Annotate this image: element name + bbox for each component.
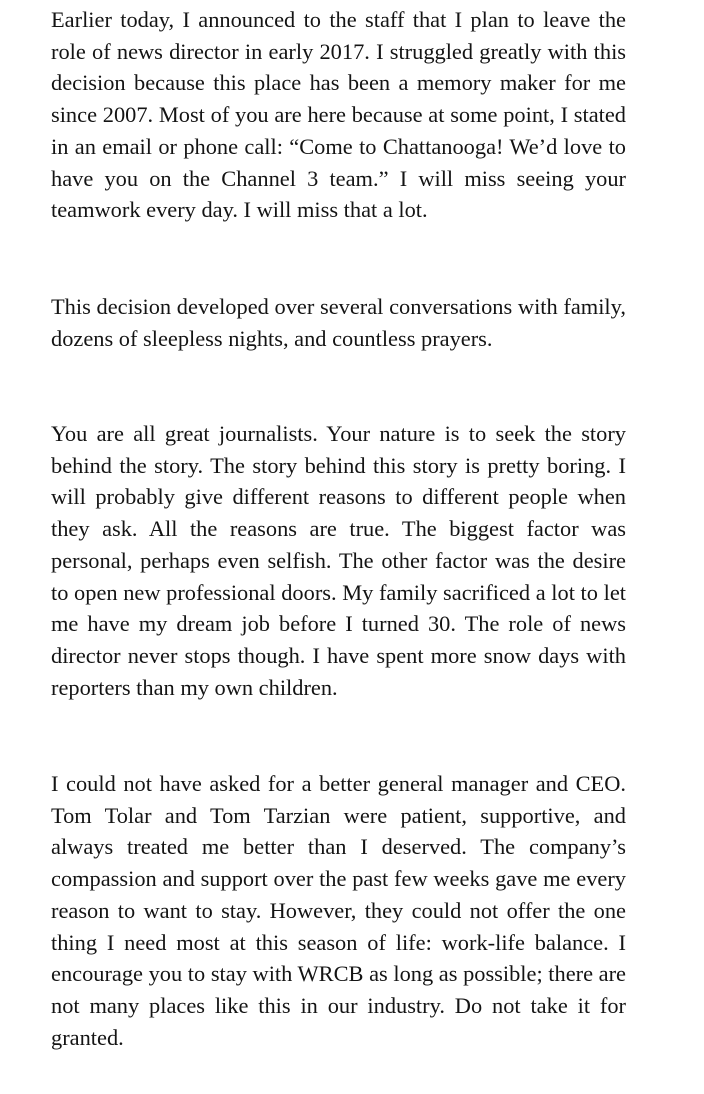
paragraph-announcement: Earlier today, I announced to the staff that I plan to leave the role of news director in early 2017. I struggled greatly with this decision because this place has been a memory maker for me since 2007. Most of you are here because at some point, I stated in an email or phone call: “Come to Chattanooga! We’d love to have you on the Channel 3 team.” I will miss seeing your teamwork every day. I will miss that a lot. [51, 7, 626, 223]
document-page [51, 0, 626, 1094]
paragraph-reasons: You are all great journalists. Your nature is to seek the story behind the story. The story behind this story is pretty boring. I will probably give different reasons to different people when they ask. All the reasons are true. The biggest factor was personal, perhaps even selfish. The other factor was the desire to open new professional doors. My family sacrificed a lot to let me have my dream job before I turned 30. The role of news director never stops though. I have spent more snow days with reporters than my own children. [51, 421, 626, 700]
paragraph-decision: This decision developed over several conversations with family, dozens of sleepless nights, and countless prayers. [51, 294, 626, 351]
paragraph-gratitude: I could not have asked for a better general manager and CEO. Tom Tolar and Tom Tarzian were patient, supportive, and always treated me better than I deserved. The company’s compassion and support over the past few weeks gave me every reason to want to stay. However, they could not offer the one thing I need most at this season of life: work-life balance. I encourage you to stay with WRCB as long as possible; there are not many places like this in our industry. Do not take it for granted. [51, 771, 626, 1050]
